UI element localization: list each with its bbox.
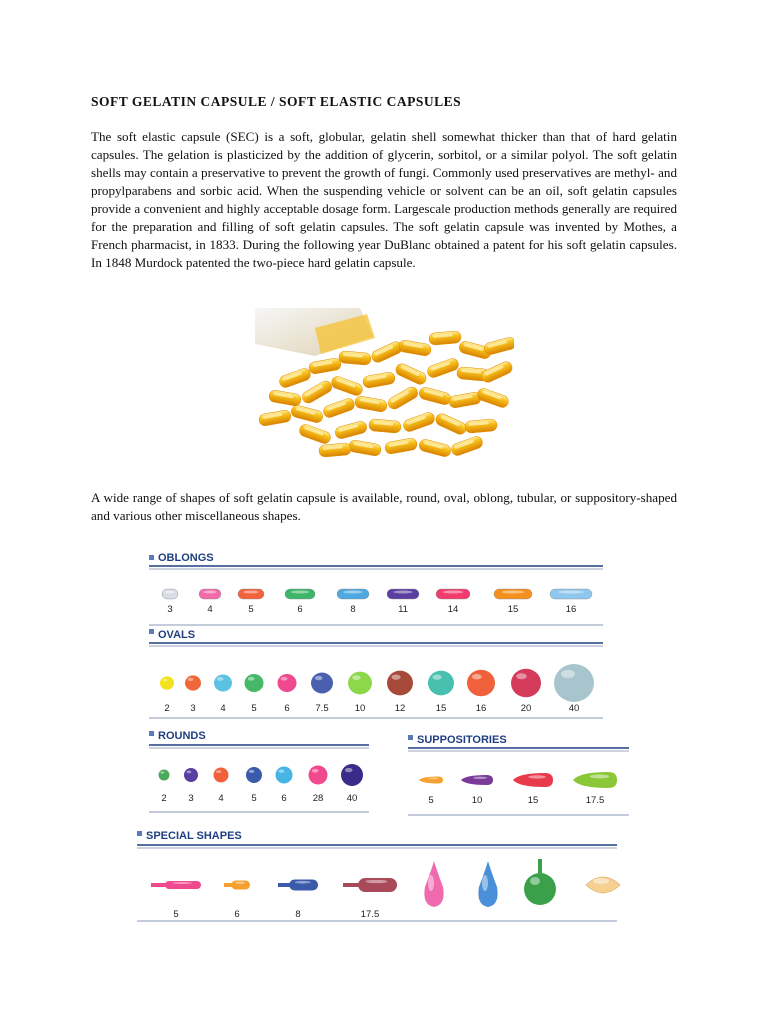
oblong-size-label: 3 (167, 604, 173, 615)
rounds-title: ROUNDS (158, 730, 206, 742)
tube-neck-icon (151, 883, 166, 887)
round-capsule-icon (184, 768, 198, 782)
soft-capsule-icon (429, 331, 462, 346)
spout-icon (538, 859, 542, 873)
round-size-label: 2 (161, 793, 167, 804)
oblong-size-label: 8 (350, 604, 356, 615)
oval-capsule-icon (348, 672, 372, 695)
oval-size-label: 4 (220, 703, 226, 714)
oval-capsule-icon (214, 674, 232, 691)
soft-capsule-icon (339, 351, 372, 366)
oval-capsule-icon (311, 673, 333, 694)
soft-capsule-icon (319, 443, 352, 458)
round-capsule-icon (214, 768, 229, 783)
special-size-label: 17.5 (360, 909, 380, 920)
paragraph-shapes: A wide range of shapes of soft gelatin capsule is available, round, oval, oblong, tubular, or suppository-shaped and various other miscellaneous shapes. (91, 490, 677, 523)
oblong-size-label: 4 (207, 604, 213, 615)
tube-neck-icon (224, 883, 232, 887)
oval-size-label: 10 (354, 703, 366, 714)
suppositories-title: SUPPOSITORIES (417, 734, 507, 746)
suppository-capsule-icon (461, 775, 493, 785)
round-capsule-icon (341, 764, 363, 786)
ovals-title: OVALS (158, 629, 196, 641)
oblong-size-label: 15 (507, 604, 519, 615)
oval-size-label: 7.5 (315, 703, 329, 714)
oval-size-label: 6 (284, 703, 290, 714)
round-size-label: 3 (188, 793, 194, 804)
oval-capsule-icon (428, 671, 454, 696)
oblongs-title: OBLONGS (158, 552, 214, 564)
special-shapes-title: SPECIAL SHAPES (146, 830, 242, 842)
soft-capsule-icon (465, 419, 498, 434)
tube-neck-icon (343, 883, 359, 887)
oval-size-label: 15 (435, 703, 447, 714)
oval-size-label: 16 (475, 703, 487, 714)
tube-neck-icon (278, 883, 290, 887)
round-capsule-icon (246, 767, 262, 783)
bullet-icon (137, 831, 142, 836)
round-capsule-icon (276, 767, 293, 784)
special-size-label: 8 (295, 909, 301, 920)
oval-size-label: 20 (520, 703, 532, 714)
suppository-size-label: 15 (527, 795, 539, 806)
oblong-size-label: 6 (297, 604, 303, 615)
suppository-capsule-icon (513, 773, 553, 787)
oval-capsule-icon (387, 671, 413, 696)
pear-capsule-icon (478, 861, 497, 907)
oval-size-label: 12 (394, 703, 406, 714)
oval-capsule-icon (278, 674, 297, 692)
suppositories-group (419, 772, 617, 806)
round-size-label: 4 (218, 793, 224, 804)
round-capsule-icon (159, 770, 170, 781)
round-size-label: 40 (346, 793, 358, 804)
special-size-label: 5 (173, 909, 179, 920)
oval-size-label: 40 (568, 703, 580, 714)
document-heading: SOFT GELATIN CAPSULE / SOFT ELASTIC CAPSULES (91, 94, 462, 109)
bulb-capsule-icon (524, 873, 556, 905)
soft-capsule-icon (369, 419, 402, 434)
bullet-icon (408, 735, 413, 740)
oval-capsule-icon (160, 676, 174, 689)
ovals-group (160, 664, 594, 714)
oval-capsule-icon (245, 674, 264, 692)
suppository-capsule-icon (573, 772, 617, 788)
oblong-size-label: 11 (398, 604, 408, 615)
oblong-size-label: 16 (565, 604, 577, 615)
oval-size-label: 2 (164, 703, 170, 714)
special-shapes-group (151, 859, 620, 920)
oval-capsule-icon (554, 664, 594, 702)
round-size-label: 6 (281, 793, 287, 804)
bullet-icon (149, 731, 154, 736)
oblong-size-label: 5 (248, 604, 254, 615)
capsule-bottle-photo (255, 308, 514, 466)
suppository-size-label: 17.5 (585, 795, 605, 806)
rounds-group (159, 764, 364, 804)
oval-capsule-icon (467, 670, 495, 697)
oblong-size-label: 14 (447, 604, 459, 615)
oval-size-label: 3 (190, 703, 196, 714)
suppository-size-label: 10 (471, 795, 483, 806)
oblongs-group (162, 589, 592, 615)
oval-capsule-icon (185, 675, 201, 690)
pear-capsule-icon (424, 861, 443, 907)
bullet-icon (149, 555, 154, 560)
round-capsule-icon (309, 766, 328, 785)
special-size-label: 6 (234, 909, 240, 920)
paragraph-intro: The soft elastic capsule (SEC) is a soft, globular, gelatin shell somewhat thicker than that of hard gelatin capsules. The gelation is plasticized by the addition of glycerin, sorbitol, or a similar polyol. The soft gelatin shells may contain a preservative to prevent the growth of fungi. Commonly used preservatives are methyl- and propylparabens and sorbic acid. When the suspending vehicle or solvent can be an oil, soft gelatin capsules provide a convenient and highly acceptable dosage form. Largescale production methods generally are required for the preparation and filling of soft gelatin capsules. The soft gelatin capsule was invented by Mothes, a French pharmacist, in 1833. During the following year DuBlanc obtained a patent for his soft gelatin capsules. In 1848 Murdock patented the two-piece hard gelatin capsule. (91, 129, 677, 270)
round-size-label: 5 (251, 793, 257, 804)
suppository-capsule-icon (419, 777, 443, 784)
bullet-icon (149, 629, 154, 634)
oval-size-label: 5 (251, 703, 257, 714)
oval-capsule-icon (511, 669, 541, 698)
capsule-shapes-chart (133, 545, 633, 930)
round-size-label: 28 (312, 793, 324, 804)
suppository-size-label: 5 (428, 795, 434, 806)
